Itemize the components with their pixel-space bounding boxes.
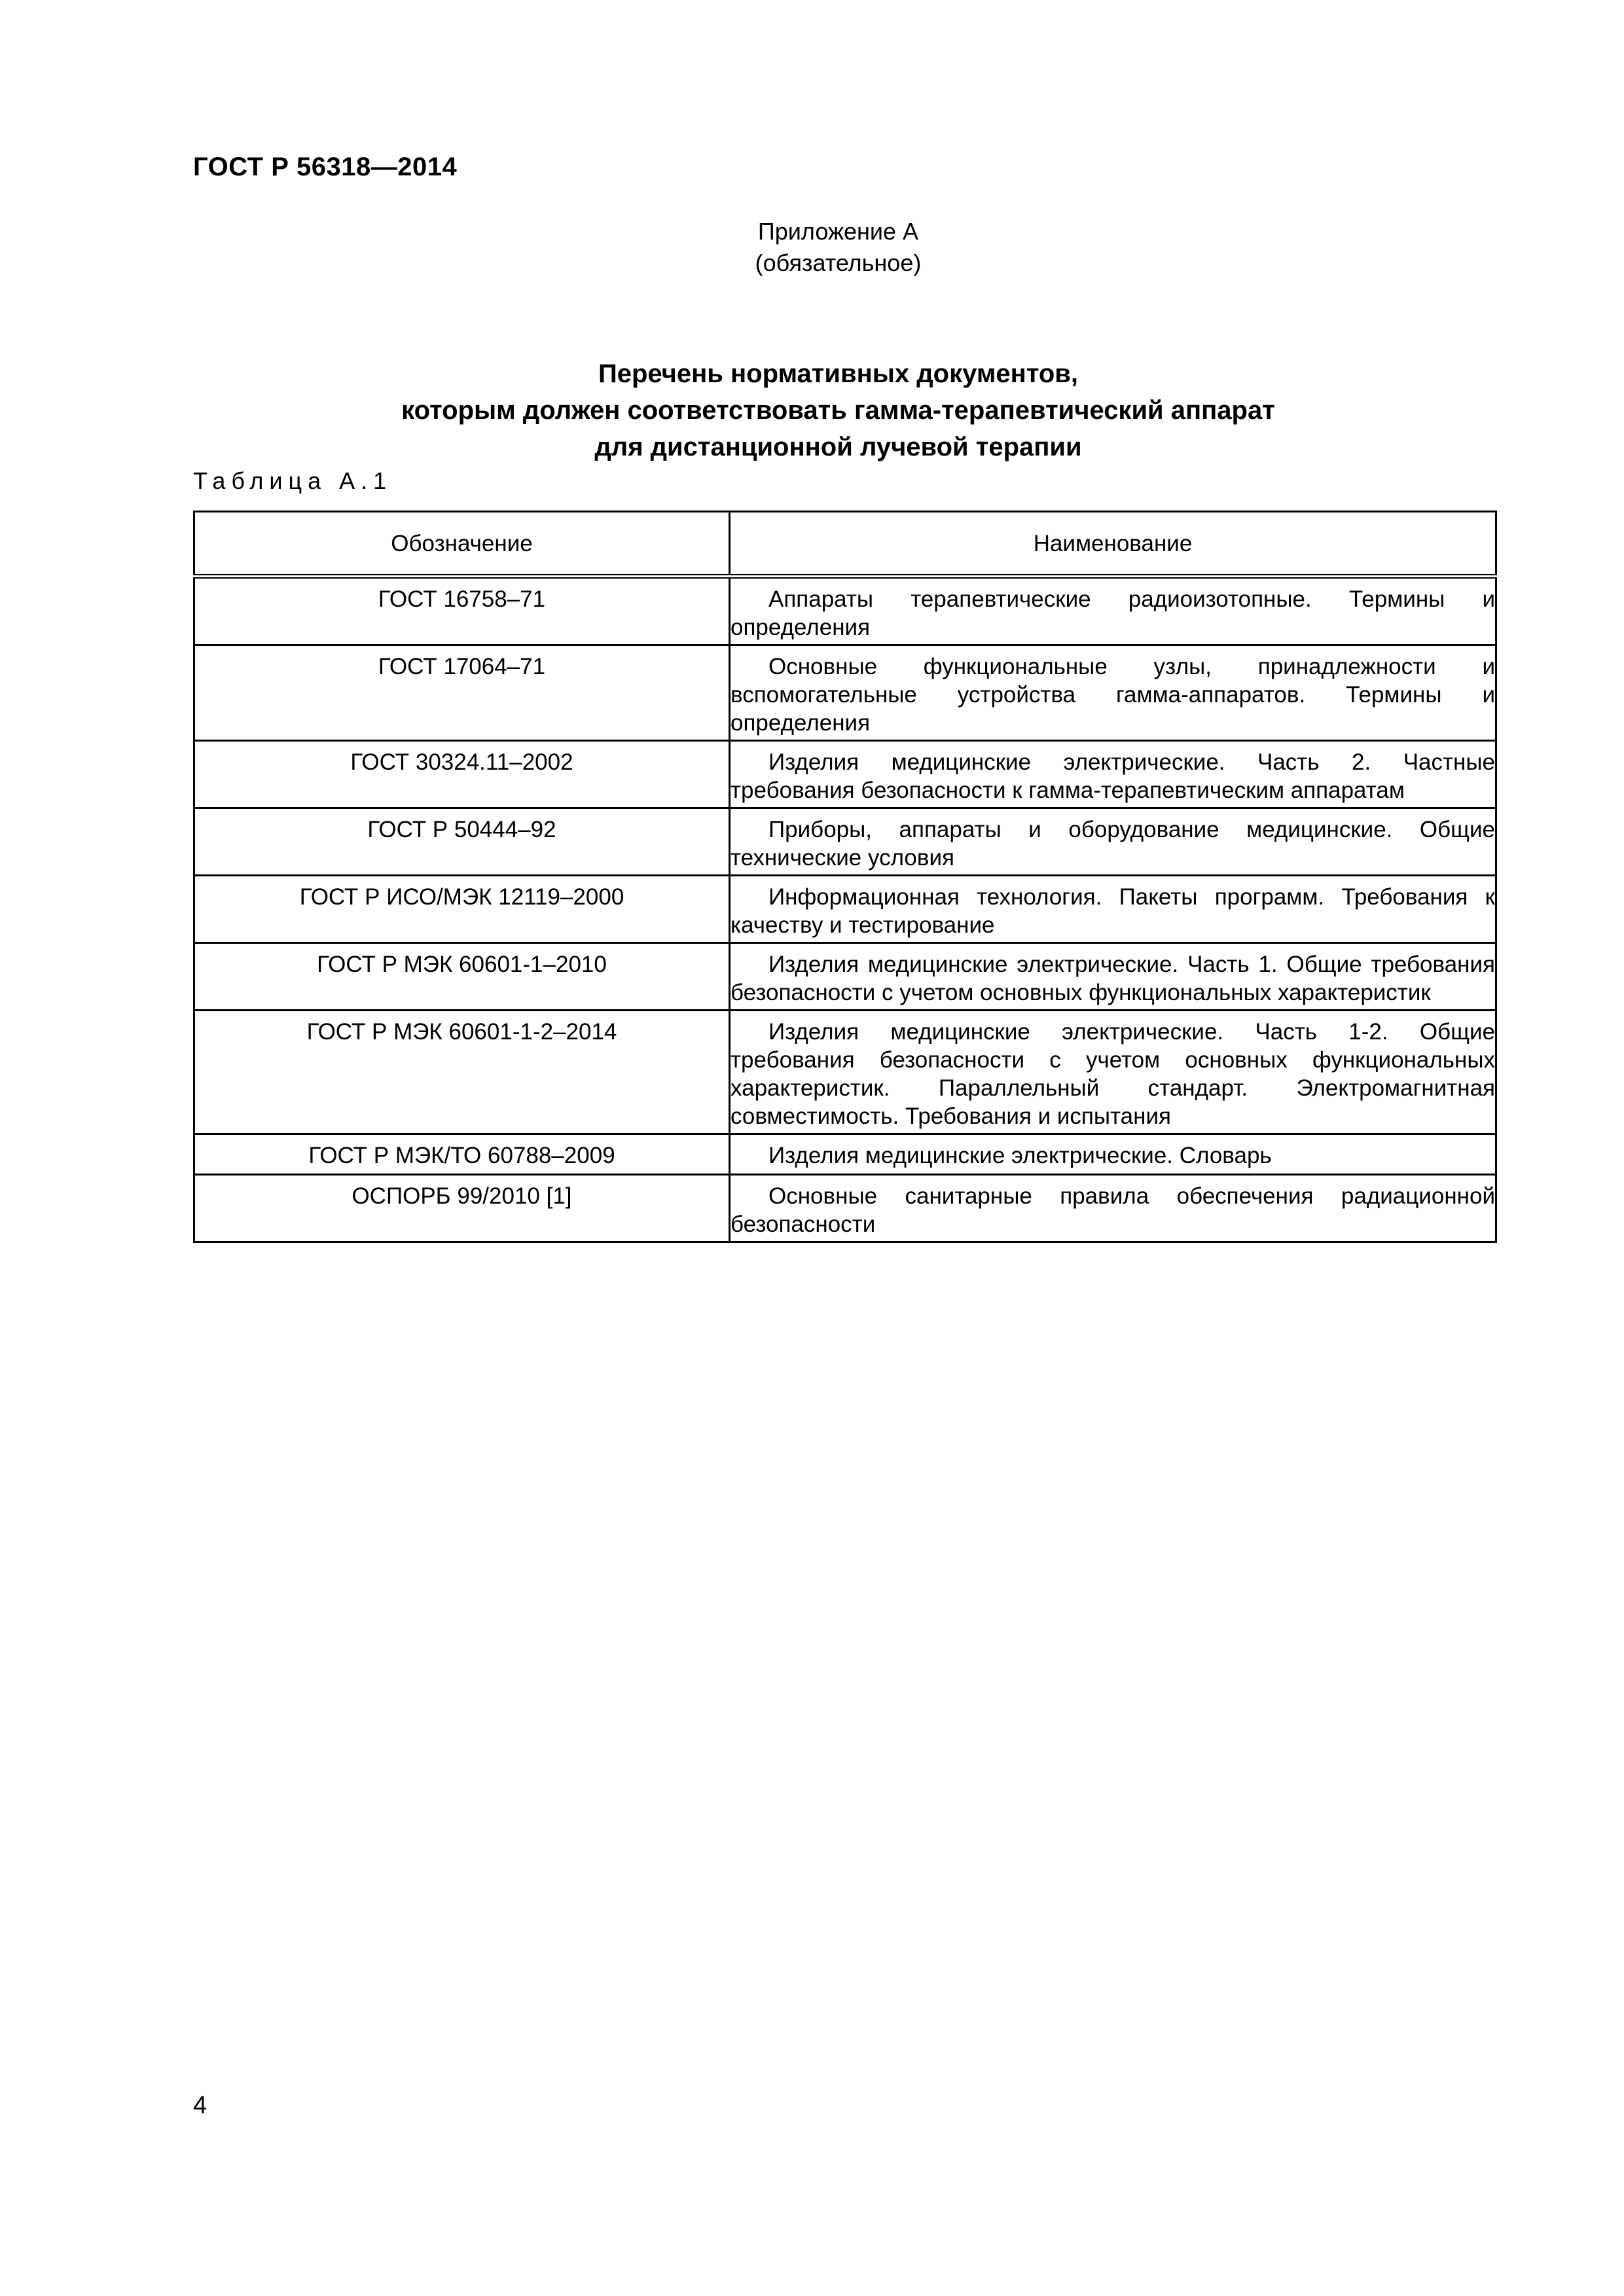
annex-status: (обязательное) — [755, 249, 922, 276]
name-cell: Аппараты терапевтические радиоизотопные. Термины и определения — [730, 577, 1496, 645]
designation-cell: ГОСТ 30324.11–2002 — [194, 741, 730, 808]
section-title — [0, 355, 1624, 465]
references-table — [193, 511, 1497, 1243]
designation-cell: ГОСТ 17064–71 — [194, 645, 730, 741]
table-row — [194, 808, 1496, 876]
designation-cell: ОСПОРБ 99/2010 [1] — [194, 1175, 730, 1242]
name-cell: Основные функциональные узлы, принадлежности и вспомогательные устройства гамма-аппаратов. Термины и определения — [730, 645, 1496, 741]
name-cell: Изделия медицинские электрические. Часть 2. Частные требования безопасности к гамма-терапевтическим аппаратам — [730, 741, 1496, 808]
section-title-line-3: для дистанционной лучевой терапии — [594, 433, 1082, 461]
annex-heading — [0, 216, 1624, 279]
header-designation: Обозначение — [194, 512, 730, 577]
name-cell: Изделия медицинские электрические. Часть 1-2. Общие требования безопасности с учетом основных функциональных характеристик. Параллельный стандарт. Электромагнитная совместимость. Требования и испытания — [730, 1011, 1496, 1134]
table-row — [194, 1134, 1496, 1175]
annex-title: Приложение А — [757, 218, 919, 245]
designation-cell: ГОСТ 16758–71 — [194, 577, 730, 645]
table-row — [194, 741, 1496, 808]
table-row — [194, 876, 1496, 943]
table-row — [194, 1011, 1496, 1134]
designation-cell: ГОСТ Р МЭК 60601-1–2010 — [194, 943, 730, 1011]
table-header-row — [194, 512, 1496, 577]
table-caption: Таблица А.1 — [193, 467, 393, 494]
page-number: 4 — [193, 2092, 208, 2119]
designation-cell: ГОСТ Р 50444–92 — [194, 808, 730, 876]
table-row — [194, 1175, 1496, 1242]
name-cell: Информационная технология. Пакеты программ. Требования к качеству и тестирование — [730, 876, 1496, 943]
designation-cell: ГОСТ Р МЭК/ТО 60788–2009 — [194, 1134, 730, 1175]
name-cell: Основные санитарные правила обеспечения радиационной безопасности — [730, 1175, 1496, 1242]
table-row — [194, 943, 1496, 1011]
designation-cell: ГОСТ Р ИСО/МЭК 12119–2000 — [194, 876, 730, 943]
document-code: ГОСТ Р 56318—2014 — [193, 152, 458, 181]
name-cell: Изделия медицинские электрические. Словарь — [730, 1134, 1496, 1175]
name-cell: Приборы, аппараты и оборудование медицинские. Общие технические условия — [730, 808, 1496, 876]
table-row — [194, 645, 1496, 741]
table-row — [194, 577, 1496, 645]
name-cell: Изделия медицинские электрические. Часть 1. Общие требования безопасности с учетом основных функциональных характеристик — [730, 943, 1496, 1011]
section-title-line-2: которым должен соответствовать гамма-терапевтический аппарат — [401, 396, 1275, 425]
section-title-line-1: Перечень нормативных документов, — [598, 359, 1079, 388]
header-name: Наименование — [730, 512, 1496, 577]
designation-cell: ГОСТ Р МЭК 60601-1-2–2014 — [194, 1011, 730, 1134]
